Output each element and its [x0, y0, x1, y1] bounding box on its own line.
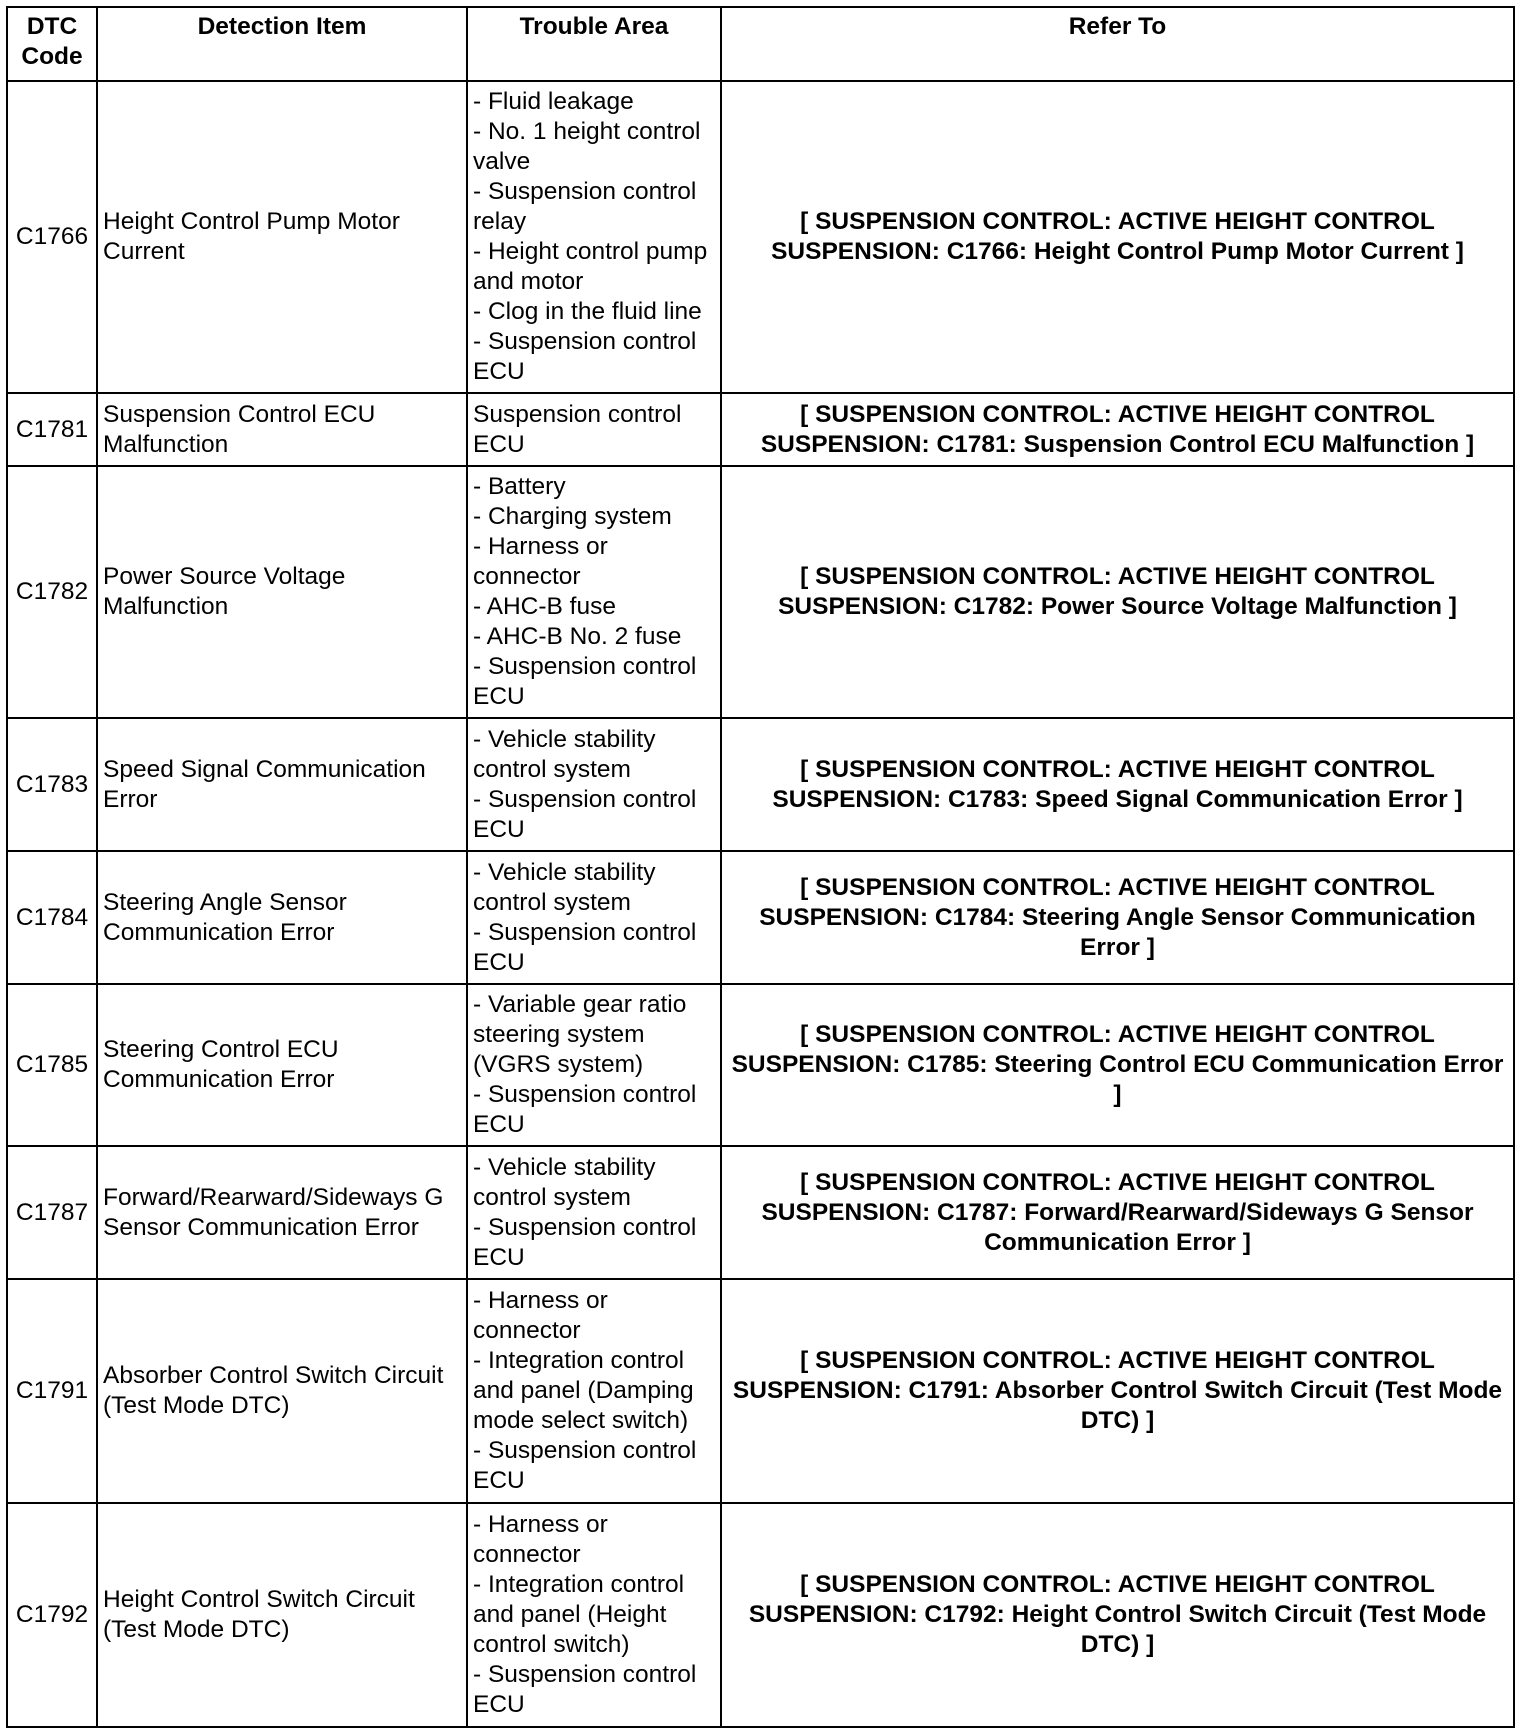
trouble-area	[467, 984, 721, 1146]
trouble-area-line: - Suspension control ECU	[473, 785, 697, 843]
table-row	[7, 1503, 1514, 1727]
detection-item: Suspension Control ECU Malfunction	[97, 393, 467, 466]
table-row	[7, 851, 1514, 984]
table-row	[7, 1146, 1514, 1279]
dtc-table-body	[7, 81, 1514, 1727]
trouble-area-line: - Fluid leakage	[473, 88, 634, 115]
trouble-area-line: - Vehicle stability control system	[473, 725, 656, 783]
table-row	[7, 984, 1514, 1146]
refer-to-link[interactable]: [ SUSPENSION CONTROL: ACTIVE HEIGHT CONTROL SUSPENSION: C1792: Height Control Switch Circuit (Test Mode DTC) ]	[721, 1503, 1514, 1727]
detection-item: Forward/Rearward/Sideways G Sensor Communication Error	[97, 1146, 467, 1279]
trouble-area-line: - Suspension control ECU	[473, 328, 697, 385]
refer-to-link[interactable]: [ SUSPENSION CONTROL: ACTIVE HEIGHT CONTROL SUSPENSION: C1782: Power Source Voltage Malfunction ]	[721, 466, 1514, 718]
refer-to-link[interactable]: [ SUSPENSION CONTROL: ACTIVE HEIGHT CONTROL SUSPENSION: C1766: Height Control Pump Motor Current ]	[721, 81, 1514, 393]
trouble-area	[467, 718, 721, 851]
dtc-code: C1791	[7, 1279, 97, 1503]
trouble-area-line: - Suspension control ECU	[473, 1213, 697, 1271]
dtc-code: C1787	[7, 1146, 97, 1279]
header-trouble-area: Trouble Area	[467, 7, 721, 81]
trouble-area-line: - Clog in the fluid line	[473, 298, 702, 325]
trouble-area-line: - Integration control and panel (Damping mode select switch)	[473, 1347, 694, 1434]
header-refer-to: Refer To	[721, 7, 1514, 81]
table-row	[7, 466, 1514, 718]
header-dtc-code: DTC Code	[7, 7, 97, 81]
trouble-area-line: - Harness or connector	[473, 1511, 608, 1568]
dtc-code: C1766	[7, 81, 97, 393]
trouble-area	[467, 1503, 721, 1727]
table-row	[7, 718, 1514, 851]
refer-to-link[interactable]: [ SUSPENSION CONTROL: ACTIVE HEIGHT CONTROL SUSPENSION: C1784: Steering Angle Sensor Communication Error ]	[721, 851, 1514, 984]
trouble-area-line: - Variable gear ratio steering system (VGRS system)	[473, 991, 687, 1078]
detection-item: Absorber Control Switch Circuit (Test Mode DTC)	[97, 1279, 467, 1503]
table-row	[7, 393, 1514, 466]
header-detection-item: Detection Item	[97, 7, 467, 81]
trouble-area-line: - Height control pump and motor	[473, 238, 708, 295]
dtc-code: C1782	[7, 466, 97, 718]
refer-to-link[interactable]: [ SUSPENSION CONTROL: ACTIVE HEIGHT CONTROL SUSPENSION: C1781: Suspension Control ECU Malfunction ]	[721, 393, 1514, 466]
refer-to-link[interactable]: [ SUSPENSION CONTROL: ACTIVE HEIGHT CONTROL SUSPENSION: C1783: Speed Signal Communication Error ]	[721, 718, 1514, 851]
trouble-area	[467, 466, 721, 718]
refer-to-link[interactable]: [ SUSPENSION CONTROL: ACTIVE HEIGHT CONTROL SUSPENSION: C1791: Absorber Control Switch Circuit (Test Mode DTC) ]	[721, 1279, 1514, 1503]
trouble-area-line: - Suspension control ECU	[473, 1661, 697, 1718]
detection-item: Height Control Switch Circuit (Test Mode DTC)	[97, 1503, 467, 1727]
trouble-area	[467, 393, 721, 466]
trouble-area-line: - AHC-B fuse	[473, 593, 616, 620]
trouble-area	[467, 1146, 721, 1279]
refer-to-link[interactable]: [ SUSPENSION CONTROL: ACTIVE HEIGHT CONTROL SUSPENSION: C1785: Steering Control ECU Communication Error ]	[721, 984, 1514, 1146]
detection-item: Power Source Voltage Malfunction	[97, 466, 467, 718]
trouble-area-line: - Suspension control relay	[473, 178, 697, 235]
detection-item: Steering Control ECU Communication Error	[97, 984, 467, 1146]
trouble-area-line: - AHC-B No. 2 fuse	[473, 623, 682, 650]
trouble-area-line: - Charging system	[473, 503, 672, 530]
trouble-area	[467, 851, 721, 984]
dtc-code: C1792	[7, 1503, 97, 1727]
trouble-area-line: - Suspension control ECU	[473, 918, 697, 976]
table-row	[7, 81, 1514, 393]
trouble-area-line: - Suspension control ECU	[473, 1081, 697, 1138]
trouble-area-line: - Harness or connector	[473, 1287, 608, 1344]
trouble-area-line: - Integration control and panel (Height control switch)	[473, 1571, 685, 1658]
trouble-area-line: - Suspension control ECU	[473, 1437, 697, 1494]
dtc-code: C1783	[7, 718, 97, 851]
trouble-area	[467, 81, 721, 393]
dtc-code: C1781	[7, 393, 97, 466]
refer-to-link[interactable]: [ SUSPENSION CONTROL: ACTIVE HEIGHT CONTROL SUSPENSION: C1787: Forward/Rearward/Sideways G Sensor Communication Error ]	[721, 1146, 1514, 1279]
trouble-area-line: - Suspension control ECU	[473, 653, 697, 710]
trouble-area-line: - Harness or connector	[473, 533, 608, 590]
detection-item: Steering Angle Sensor Communication Error	[97, 851, 467, 984]
trouble-area-line: - Vehicle stability control system	[473, 1153, 656, 1211]
trouble-area	[467, 1279, 721, 1503]
table-row	[7, 1279, 1514, 1503]
dtc-code: C1784	[7, 851, 97, 984]
detection-item: Height Control Pump Motor Current	[97, 81, 467, 393]
trouble-area-line: - No. 1 height control valve	[473, 118, 701, 175]
trouble-area-line: Suspension control ECU	[473, 400, 682, 458]
dtc-code: C1785	[7, 984, 97, 1146]
dtc-table	[6, 6, 1515, 1728]
trouble-area-line: - Battery	[473, 473, 566, 500]
trouble-area-line: - Vehicle stability control system	[473, 858, 656, 916]
detection-item: Speed Signal Communication Error	[97, 718, 467, 851]
header-row	[7, 7, 1514, 81]
